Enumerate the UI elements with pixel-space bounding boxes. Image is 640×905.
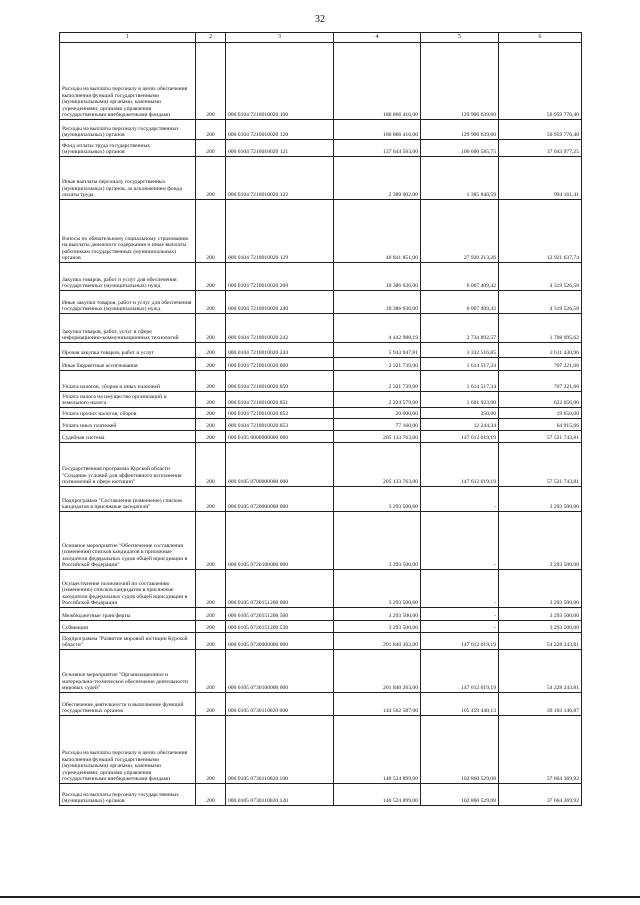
row-unexecuted-amount: 2 611 430,96 <box>499 343 582 358</box>
header-col-2: 2 <box>196 33 226 43</box>
row-name: Субвенции <box>60 621 196 633</box>
table-row <box>60 716 582 784</box>
row-executed-amount: 1 385 840,59 <box>421 157 499 200</box>
row-executed-amount: 6 067 409,42 <box>421 291 499 314</box>
row-admin-code: 200 <box>196 358 226 371</box>
page-bottom-rule <box>0 896 640 898</box>
row-admin-code: 200 <box>196 120 226 140</box>
row-budget-code: 000 0104 7210010020 242 <box>226 314 334 343</box>
row-executed-amount: 147 612 019,19 <box>421 633 499 650</box>
row-unexecuted-amount: 37 664 369,92 <box>499 716 582 784</box>
row-admin-code: 200 <box>196 157 226 200</box>
row-executed-amount: 129 906 639,60 <box>421 120 499 140</box>
row-approved-amount: 3 293 500,00 <box>334 621 421 633</box>
table-row <box>60 419 582 431</box>
row-name: Расходы на выплаты персоналу в целях обеспечения выполнения функций государственными (муниципальными) органами, казенными учреждениями, органами управления государственными внебюджетными фондами <box>60 43 196 120</box>
row-executed-amount: 147 612 019,19 <box>421 443 499 487</box>
table-row <box>60 570 582 608</box>
table-row <box>60 608 582 621</box>
row-name: Взносы по обязательному социальному страхованию на выплаты денежного содержания и иные выплаты работникам государственных (муниципальных) органов <box>60 200 196 263</box>
row-budget-code: 000 0105 0730110020 120 <box>226 784 334 806</box>
row-budget-code: 000 0105 0720151200 500 <box>226 608 334 621</box>
table-row <box>60 343 582 358</box>
header-col-1: 1 <box>60 33 196 43</box>
row-unexecuted-amount: 3 293 500,00 <box>499 570 582 608</box>
row-approved-amount: 180 866 416,00 <box>334 43 421 120</box>
row-admin-code: 200 <box>196 263 226 291</box>
row-unexecuted-amount: 64 915,66 <box>499 419 582 431</box>
row-name: Государственная программа Курской области "Создание условий для эффективного исполнения полномочий в сфере юстиции" <box>60 443 196 487</box>
row-unexecuted-amount: 39 103 146,87 <box>499 693 582 716</box>
row-name: Расходы на выплаты персоналу в целях обеспечения выполнения функций государственными (муниципальными) органами, казенными учреждениями, органами управления государственными внебюджетными фондами <box>60 716 196 784</box>
row-approved-amount: 77 160,00 <box>334 419 421 431</box>
row-executed-amount: 100 600 585,75 <box>421 140 499 157</box>
row-admin-code: 200 <box>196 371 226 392</box>
row-approved-amount: 180 866 416,00 <box>334 120 421 140</box>
row-admin-code: 200 <box>196 512 226 570</box>
row-budget-code: 000 0105 0720100000 000 <box>226 512 334 570</box>
row-budget-code: 000 0105 0000000000 000 <box>226 431 334 443</box>
row-name: Закупка товаров, работ, услуг в сфере информационно-коммуникационных технологий <box>60 314 196 343</box>
row-name: Расходы на выплаты персоналу государственных (муниципальных) органов <box>60 120 196 140</box>
row-approved-amount: 3 293 500,00 <box>334 570 421 608</box>
header-col-5: 5 <box>421 33 499 43</box>
row-unexecuted-amount: 3 293 500,00 <box>499 621 582 633</box>
row-unexecuted-amount: 707 221,66 <box>499 371 582 392</box>
row-admin-code: 200 <box>196 650 226 693</box>
row-admin-code: 200 <box>196 784 226 806</box>
row-budget-code: 000 0104 7210010020 120 <box>226 120 334 140</box>
row-unexecuted-amount: 54 228 243,81 <box>499 633 582 650</box>
row-approved-amount: 205 133 763,00 <box>334 443 421 487</box>
row-unexecuted-amount: 994 161,41 <box>499 157 582 200</box>
row-name: Закупка товаров, работ и услуг для обеспечения государственных (муниципальных) нужд <box>60 263 196 291</box>
row-approved-amount: 2 224 579,00 <box>334 392 421 408</box>
table-row <box>60 291 582 314</box>
table-row <box>60 371 582 392</box>
row-name: Иные закупки товаров, работ и услуг для обеспечения государственных (муниципальных) нужд <box>60 291 196 314</box>
row-executed-amount: 350,00 <box>421 408 499 419</box>
table-row <box>60 263 582 291</box>
row-name: Иные бюджетные ассигнования <box>60 358 196 371</box>
row-name: Уплата налогов, сборов и иных платежей <box>60 371 196 392</box>
row-executed-amount: - <box>421 608 499 621</box>
table-row <box>60 633 582 650</box>
row-approved-amount: 2 321 739,00 <box>334 371 421 392</box>
row-approved-amount: 3 293 500,00 <box>334 608 421 621</box>
row-name: Прочая закупка товаров, работ и услуг <box>60 343 196 358</box>
row-admin-code: 200 <box>196 431 226 443</box>
row-approved-amount: 205 133 763,00 <box>334 431 421 443</box>
table-row <box>60 314 582 343</box>
row-approved-amount: 2 380 002,00 <box>334 157 421 200</box>
row-admin-code: 200 <box>196 633 226 650</box>
row-name: Расходы на выплаты персоналу государственных (муниципальных) органов <box>60 784 196 806</box>
row-approved-amount: 144 562 587,00 <box>334 693 421 716</box>
table-row <box>60 443 582 487</box>
row-unexecuted-amount: 622 656,00 <box>499 392 582 408</box>
row-budget-code: 000 0104 7210010020 200 <box>226 263 334 291</box>
table-row <box>60 120 582 140</box>
row-approved-amount: 140 524 899,00 <box>334 784 421 806</box>
row-executed-amount: - <box>421 487 499 512</box>
row-executed-amount: - <box>421 512 499 570</box>
row-executed-amount: 1 601 923,00 <box>421 392 499 408</box>
table-row <box>60 43 582 120</box>
table-row <box>60 431 582 443</box>
row-approved-amount: 3 293 500,00 <box>334 487 421 512</box>
row-budget-code: 000 0104 7210010020 240 <box>226 291 334 314</box>
row-admin-code: 200 <box>196 408 226 419</box>
row-executed-amount: 129 906 639,60 <box>421 43 499 120</box>
row-budget-code: 000 0104 7210010020 851 <box>226 392 334 408</box>
row-name: Уплата прочих налогов, сборов <box>60 408 196 419</box>
row-approved-amount: 10 386 936,00 <box>334 291 421 314</box>
row-admin-code: 200 <box>196 392 226 408</box>
row-unexecuted-amount: 3 293 500,00 <box>499 608 582 621</box>
budget-execution-table <box>59 32 582 806</box>
row-budget-code: 000 0105 0730110020 000 <box>226 693 334 716</box>
row-executed-amount: 1 614 517,34 <box>421 358 499 371</box>
row-admin-code: 200 <box>196 621 226 633</box>
table-row <box>60 392 582 408</box>
row-approved-amount: 4 442 988,19 <box>334 314 421 343</box>
table-row <box>60 408 582 419</box>
row-unexecuted-amount: 54 228 243,81 <box>499 650 582 693</box>
row-budget-code: 000 0105 0700000000 000 <box>226 443 334 487</box>
row-approved-amount: 10 386 936,00 <box>334 263 421 291</box>
header-col-3: 3 <box>226 33 334 43</box>
row-approved-amount: 20 000,00 <box>334 408 421 419</box>
row-approved-amount: 137 644 563,00 <box>334 140 421 157</box>
row-unexecuted-amount: 57 521 743,81 <box>499 443 582 487</box>
page-number: 32 <box>315 14 325 25</box>
row-executed-amount: 3 332 516,85 <box>421 343 499 358</box>
row-name: Уплата налога на имущество организаций и земельного налога <box>60 392 196 408</box>
row-executed-amount: 102 860 529,08 <box>421 784 499 806</box>
row-admin-code: 200 <box>196 43 226 120</box>
table-row <box>60 621 582 633</box>
row-budget-code: 000 0104 7210010020 129 <box>226 200 334 263</box>
row-approved-amount: 2 321 739,00 <box>334 358 421 371</box>
row-name: Межбюджетные трансферты <box>60 608 196 621</box>
row-unexecuted-amount: 707 221,66 <box>499 358 582 371</box>
row-executed-amount: 105 459 440,13 <box>421 693 499 716</box>
row-admin-code: 200 <box>196 419 226 431</box>
row-approved-amount: 5 943 947,81 <box>334 343 421 358</box>
row-budget-code: 000 0105 0720000000 000 <box>226 487 334 512</box>
table-row <box>60 650 582 693</box>
row-executed-amount: 6 067 409,42 <box>421 263 499 291</box>
row-executed-amount: 12 244,34 <box>421 419 499 431</box>
row-budget-code: 000 0105 0730110020 100 <box>226 716 334 784</box>
row-approved-amount: 3 293 500,00 <box>334 512 421 570</box>
table-row <box>60 358 582 371</box>
row-name: Иные выплаты персоналу государственных (муниципальных) органов, за исключением фонда оплаты труда <box>60 157 196 200</box>
row-name: Фонд оплаты труда государственных (муниципальных) органов <box>60 140 196 157</box>
row-executed-amount: 102 860 529,08 <box>421 716 499 784</box>
row-admin-code: 200 <box>196 487 226 512</box>
row-budget-code: 000 0105 0730000000 000 <box>226 633 334 650</box>
row-budget-code: 000 0104 7210010020 121 <box>226 140 334 157</box>
row-executed-amount: 147 612 019,19 <box>421 650 499 693</box>
row-unexecuted-amount: 3 293 500,00 <box>499 512 582 570</box>
row-budget-code: 000 0104 7210010020 244 <box>226 343 334 358</box>
row-admin-code: 200 <box>196 140 226 157</box>
row-budget-code: 000 0104 7210010020 852 <box>226 408 334 419</box>
row-admin-code: 200 <box>196 570 226 608</box>
header-col-4: 4 <box>334 33 421 43</box>
table-row <box>60 140 582 157</box>
row-unexecuted-amount: 3 293 500,00 <box>499 487 582 512</box>
row-budget-code: 000 0104 7210010020 122 <box>226 157 334 200</box>
row-unexecuted-amount: 50 959 776,40 <box>499 43 582 120</box>
row-name: Подпрограмма "Развитие мировой юстиции Курской области" <box>60 633 196 650</box>
table-row <box>60 693 582 716</box>
row-unexecuted-amount: 57 521 743,81 <box>499 431 582 443</box>
header-col-6: 6 <box>499 33 582 43</box>
table-row <box>60 487 582 512</box>
row-unexecuted-amount: 37 664 369,92 <box>499 784 582 806</box>
row-name: Судебная система <box>60 431 196 443</box>
row-name: Обеспечение деятельности и выполнение функций государственных органов <box>60 693 196 716</box>
row-admin-code: 200 <box>196 343 226 358</box>
table-row <box>60 157 582 200</box>
row-budget-code: 000 0105 0720151200 000 <box>226 570 334 608</box>
row-admin-code: 200 <box>196 200 226 263</box>
row-unexecuted-amount: 4 319 526,58 <box>499 291 582 314</box>
row-admin-code: 200 <box>196 314 226 343</box>
table-row <box>60 200 582 263</box>
row-name: Основное мероприятие "Организационное и материально-техническое обеспечение деятельности мировых судей" <box>60 650 196 693</box>
row-approved-amount: 201 840 263,00 <box>334 633 421 650</box>
row-admin-code: 200 <box>196 608 226 621</box>
table-row <box>60 784 582 806</box>
row-budget-code: 000 0105 0730100000 000 <box>226 650 334 693</box>
row-admin-code: 200 <box>196 693 226 716</box>
row-admin-code: 200 <box>196 291 226 314</box>
row-unexecuted-amount: 19 650,00 <box>499 408 582 419</box>
row-unexecuted-amount: 4 319 526,58 <box>499 263 582 291</box>
row-executed-amount: 147 612 019,19 <box>421 431 499 443</box>
row-admin-code: 200 <box>196 443 226 487</box>
row-budget-code: 000 0104 7210010020 853 <box>226 419 334 431</box>
row-approved-amount: 140 524 899,00 <box>334 716 421 784</box>
row-executed-amount: 2 734 892,57 <box>421 314 499 343</box>
row-budget-code: 000 0104 7210010020 100 <box>226 43 334 120</box>
row-approved-amount: 201 840 263,00 <box>334 650 421 693</box>
row-approved-amount: 40 841 851,00 <box>334 200 421 263</box>
row-budget-code: 000 0105 0720151200 530 <box>226 621 334 633</box>
row-executed-amount: 27 920 213,26 <box>421 200 499 263</box>
row-name: Подпрограмма "Составление (изменение) списков кандидатов в присяжные заседатели" <box>60 487 196 512</box>
row-executed-amount: - <box>421 570 499 608</box>
row-unexecuted-amount: 37 043 977,25 <box>499 140 582 157</box>
row-name: Уплата иных платежей <box>60 419 196 431</box>
table-header-row <box>60 33 582 43</box>
row-unexecuted-amount: 50 959 776,40 <box>499 120 582 140</box>
row-budget-code: 000 0104 7210010020 850 <box>226 371 334 392</box>
table-row <box>60 512 582 570</box>
row-executed-amount: - <box>421 621 499 633</box>
row-executed-amount: 1 614 517,34 <box>421 371 499 392</box>
row-name: Осуществление полномочий по составлению (изменению) списков кандидатов в присяжные заседатели федеральных судов общей юрисдикции в Российской Федерации <box>60 570 196 608</box>
row-unexecuted-amount: 1 708 095,62 <box>499 314 582 343</box>
row-admin-code: 200 <box>196 716 226 784</box>
row-unexecuted-amount: 12 921 637,74 <box>499 200 582 263</box>
row-name: Основное мероприятие "Обеспечение составления (изменения) списков кандидатов в присяжные заседатели федеральных судов общей юрисдикции в Российской Федерации" <box>60 512 196 570</box>
row-budget-code: 000 0104 7210010020 800 <box>226 358 334 371</box>
